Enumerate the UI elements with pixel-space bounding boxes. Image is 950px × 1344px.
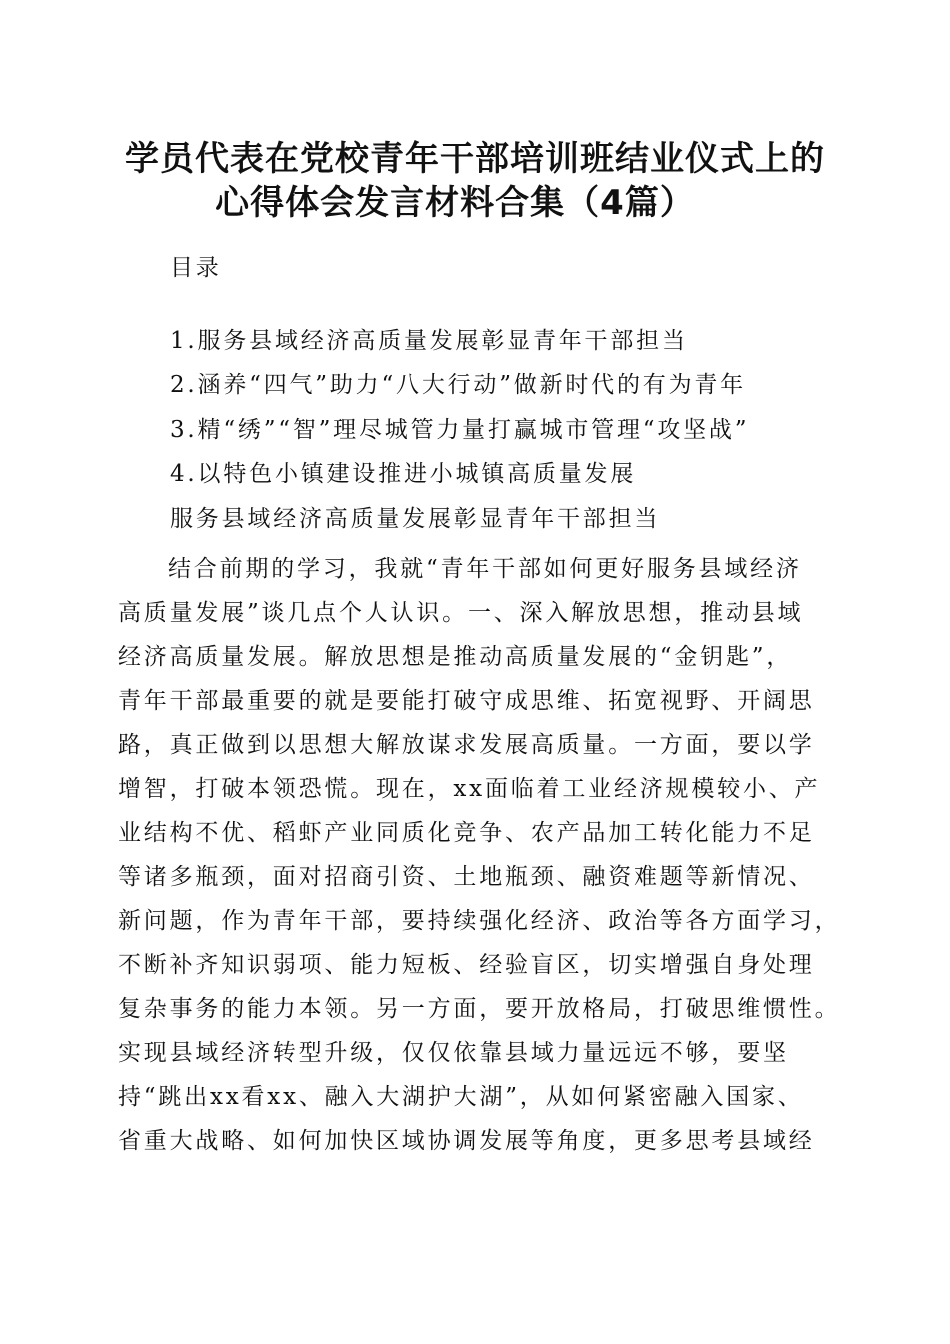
body-line: 经济高质量发展。解放思想是推动高质量发展的“金钥匙”，	[118, 644, 793, 670]
document-title-line-2: 心得体会发言材料合集（4篇）	[215, 183, 695, 223]
body-line: 复杂事务的能力本领。另一方面，要开放格局，打破思维惯性。	[118, 996, 841, 1022]
toc-item-3: 3.精“绣”“智”理尽城管力量打赢城市管理“攻坚战”	[170, 417, 750, 443]
body-line: 等诸多瓶颈，面对招商引资、土地瓶颈、融资难题等新情况、	[118, 864, 815, 890]
body-line: 结合前期的学习，我就“青年干部如何更好服务县域经济	[168, 556, 802, 582]
toc-heading: 目录	[170, 255, 222, 281]
body-line: 不断补齐知识弱项、能力短板、经验盲区，切实增强自身处理	[118, 952, 815, 978]
body-line: 省重大战略、如何加快区域协调发展等角度，更多思考县域经	[118, 1128, 815, 1154]
toc-item-2: 2.涵养“四气”助力“八大行动”做新时代的有为青年	[170, 372, 746, 398]
body-line: 持“跳出xx看xx、融入大湖护大湖”，从如何紧密融入国家、	[118, 1084, 804, 1110]
section-heading: 服务县域经济高质量发展彰显青年干部担当	[170, 506, 661, 532]
body-paragraph	[118, 547, 841, 1163]
body-line: 路，真正做到以思想大解放谋求发展高质量。一方面，要以学	[118, 732, 815, 758]
toc-item-4: 4.以特色小镇建设推进小城镇高质量发展	[170, 461, 637, 487]
body-line: 实现县域经济转型升级，仅仅依靠县域力量远远不够，要坚	[118, 1040, 789, 1066]
document-title-line-1: 学员代表在党校青年干部培训班结业仪式上的	[125, 139, 825, 179]
toc-item-1: 1.服务县域经济高质量发展彰显青年干部担当	[170, 328, 688, 354]
body-line: 业结构不优、稻虾产业同质化竞争、农产品加工转化能力不足	[118, 820, 815, 846]
body-line: 青年干部最重要的就是要能打破守成思维、拓宽视野、开阔思	[118, 688, 815, 714]
body-line: 高质量发展”谈几点个人认识。一、深入解放思想，推动县域	[118, 600, 804, 626]
body-line: 增智，打破本领恐慌。现在，xx面临着工业经济规模较小、产	[118, 776, 821, 802]
body-line: 新问题，作为青年干部，要持续强化经济、政治等各方面学习，	[118, 908, 841, 934]
